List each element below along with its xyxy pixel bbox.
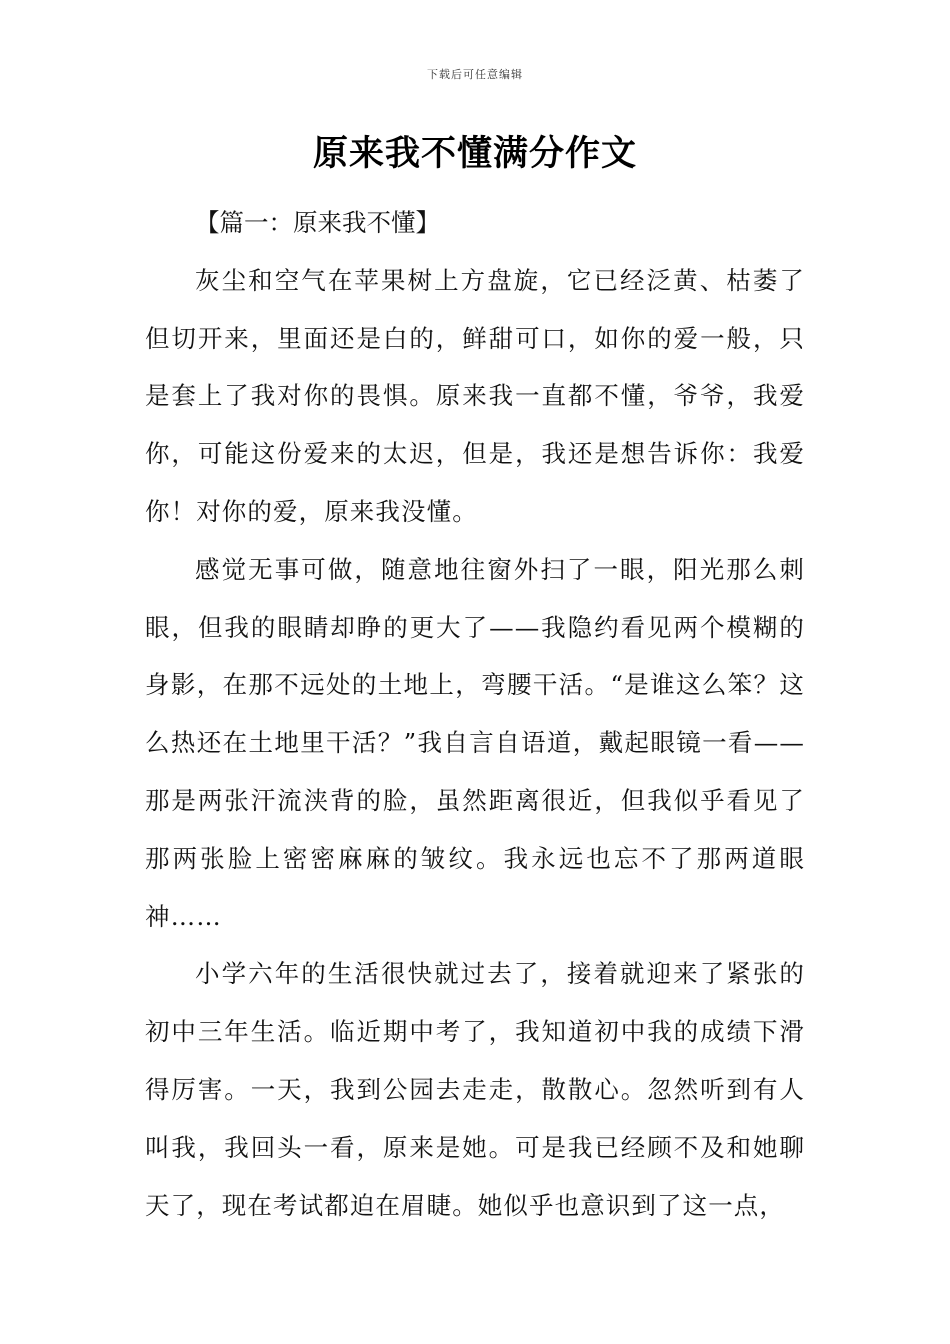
header-note: 下载后可任意编辑 [427, 68, 523, 81]
document-body [145, 194, 805, 1234]
section-heading: 【篇一：原来我不懂】 [195, 208, 440, 237]
document-title: 原来我不懂满分作文 [312, 134, 637, 174]
paragraph-3: 小学六年的生活很快就过去了，接着就迎来了紧张的初中三年生活。临近期中考了，我知道初中我的成绩下滑得厉害。一天，我到公园去走走，散散心。忽然听到有人叫我，我回头一看，原来是她。可是我已经顾不及和她聊天了，现在考试都迫在眉睫。她似乎也意识到了这一点， [145, 959, 805, 1220]
paragraph-2: 感觉无事可做，随意地往窗外扫了一眼，阳光那么刺眼，但我的眼睛却睁的更大了——我隐约看见两个模糊的身影，在那不远处的土地上，弯腰干活。“是谁这么笨？这么热还在土地里干活？”我自言自语道，戴起眼镜一看——那是两张汗流浃背的脸，虽然距离很近，但我似乎看见了那两张脸上密密麻麻的皱纹。我永远也忘不了那两道眼神…… [145, 554, 805, 931]
paragraph-1: 灰尘和空气在苹果树上方盘旋，它已经泛黄、枯萎了但切开来，里面还是白的，鲜甜可口，如你的爱一般，只是套上了我对你的畏惧。原来我一直都不懂，爷爷，我爱你，可能这份爱来的太迟，但是，我还是想告诉你：我爱你！对你的爱，原来我没懂。 [145, 265, 805, 526]
